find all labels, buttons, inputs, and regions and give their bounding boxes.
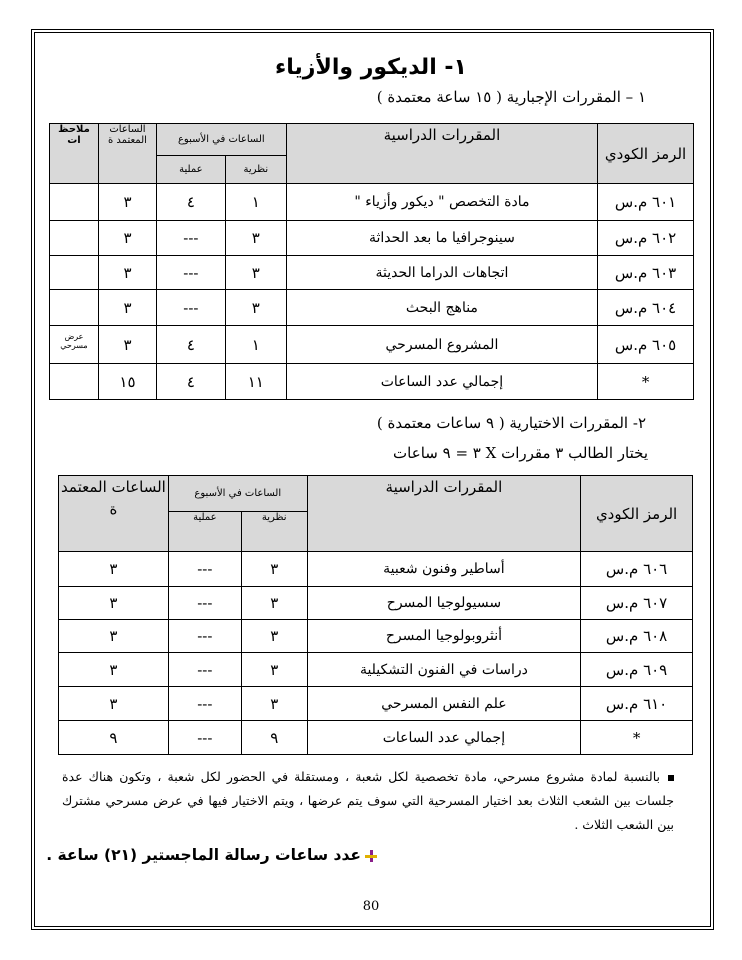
page-number: 80 — [362, 899, 380, 914]
course-code: ٦٠٧ م.س — [581, 587, 693, 620]
credit-hours: ٣ — [99, 256, 157, 290]
course-code: ٦٠٥ م.س — [598, 326, 694, 364]
table-row — [59, 620, 693, 653]
course-code: ٦٠٣ م.س — [598, 256, 694, 290]
header-code: الرمز الكودي — [598, 124, 694, 184]
course-name: سسيولوجيا المسرح — [307, 587, 581, 620]
table-row — [59, 587, 693, 620]
table-row — [50, 326, 694, 364]
header-practical: عملية — [156, 156, 225, 184]
square-bullet-icon — [668, 775, 674, 781]
table-row — [59, 687, 693, 721]
header-code: الرمز الكودي — [581, 476, 693, 552]
credit-hours: ١٥ — [99, 364, 157, 400]
credit-hours: ٣ — [59, 687, 169, 721]
notes-cell — [50, 256, 99, 290]
practical-hours: --- — [156, 256, 225, 290]
mandatory-courses-table — [49, 123, 694, 400]
theory-hours: ٣ — [241, 653, 307, 687]
section2-subheading: يختار الطالب ٣ مقررات X ٣ = ٩ ساعات — [393, 444, 648, 462]
theory-hours: ٣ — [241, 552, 307, 587]
header-credit: الساعات المعتمد ة — [59, 476, 169, 552]
credit-hours: ٣ — [59, 620, 169, 653]
table-row — [59, 653, 693, 687]
credit-hours: ٣ — [99, 184, 157, 221]
theory-hours: ٣ — [225, 256, 286, 290]
practical-hours: --- — [156, 290, 225, 326]
table-row — [50, 221, 694, 256]
credit-hours: ٣ — [59, 552, 169, 587]
course-name: المشروع المسرحي — [286, 326, 597, 364]
credit-hours: ٣ — [99, 221, 157, 256]
theory-hours: ١١ — [225, 364, 286, 400]
table-row — [50, 256, 694, 290]
practical-hours: --- — [168, 587, 241, 620]
credit-hours: ٣ — [59, 587, 169, 620]
thesis-hours — [46, 846, 377, 864]
credit-hours: ٣ — [59, 653, 169, 687]
theory-hours: ٣ — [225, 290, 286, 326]
header-practical: عملية — [168, 512, 241, 552]
practical-hours: --- — [168, 552, 241, 587]
project-note-text: بالنسبة لمادة مشروع مسرحي، مادة تخصصية لكل شعبة ، ومستقلة في الحضور لكل شعبة ، وتكون هناك عدة جلسات بين الشعب الثلاث بعد اختيار المسرحية التي سوف يتم عرضها ، ويتم الاختيار فيها في عرض مسرحي مشترك بين الشعب الثلاث . — [62, 769, 674, 832]
table-row — [50, 184, 694, 221]
theory-hours: ١ — [225, 184, 286, 221]
course-name: دراسات في الفنون التشكيلية — [307, 653, 581, 687]
header-weekly: الساعات في الأسبوع — [156, 124, 286, 156]
theory-hours: ٣ — [241, 620, 307, 653]
theory-hours: ٩ — [241, 721, 307, 755]
theory-hours: ٣ — [241, 587, 307, 620]
header-course: المقررات الدراسية — [286, 124, 597, 184]
course-name: سينوجرافيا ما بعد الحداثة — [286, 221, 597, 256]
notes-cell — [50, 221, 99, 256]
course-code: ٦١٠ م.س — [581, 687, 693, 721]
course-code: ٦٠٤ م.س — [598, 290, 694, 326]
practical-hours: --- — [168, 653, 241, 687]
section2-heading: ٢- المقررات الاختيارية ( ٩ ساعات معتمدة ) — [376, 414, 646, 432]
credit-hours: ٩ — [59, 721, 169, 755]
header-theory: نظرية — [241, 512, 307, 552]
table-row — [59, 721, 693, 755]
project-note — [62, 765, 674, 837]
course-name: مادة التخصص " ديكور وأزياء " — [286, 184, 597, 221]
practical-hours: ٤ — [156, 184, 225, 221]
course-name: إجمالي عدد الساعات — [307, 721, 581, 755]
course-name: أساطير وفنون شعبية — [307, 552, 581, 587]
course-name: مناهج البحث — [286, 290, 597, 326]
header-credit: الساعات المعتمد ة — [99, 124, 157, 184]
course-code: ٦٠٢ م.س — [598, 221, 694, 256]
header-theory: نظرية — [225, 156, 286, 184]
notes-cell — [50, 184, 99, 221]
course-code: ٦٠٩ م.س — [581, 653, 693, 687]
practical-hours: --- — [168, 687, 241, 721]
credit-hours: ٣ — [99, 326, 157, 364]
header-notes: ملاحظ ات — [50, 124, 99, 184]
thesis-hours-text: عدد ساعات رسالة الماجستير (٢١) ساعة . — [46, 846, 361, 864]
table-row — [59, 552, 693, 587]
theory-hours: ١ — [225, 326, 286, 364]
notes-cell — [50, 290, 99, 326]
practical-hours: --- — [168, 721, 241, 755]
header-course: المقررات الدراسية — [307, 476, 581, 552]
course-code: ٦٠١ م.س — [598, 184, 694, 221]
notes-cell — [50, 364, 99, 400]
course-name: أنثروبولوجيا المسرح — [307, 620, 581, 653]
theory-hours: ٣ — [241, 687, 307, 721]
header-weekly: الساعات في الأسبوع — [168, 476, 307, 512]
credit-hours: ٣ — [99, 290, 157, 326]
theory-hours: ٣ — [225, 221, 286, 256]
course-code: ٦٠٦ م.س — [581, 552, 693, 587]
course-code: * — [598, 364, 694, 400]
notes-cell: عرض مسرحي — [50, 326, 99, 364]
table-row — [50, 290, 694, 326]
course-code: ٦٠٨ م.س — [581, 620, 693, 653]
practical-hours: --- — [168, 620, 241, 653]
practical-hours: --- — [156, 221, 225, 256]
course-code: * — [581, 721, 693, 755]
course-name: علم النفس المسرحي — [307, 687, 581, 721]
practical-hours: ٤ — [156, 326, 225, 364]
elective-courses-table — [58, 475, 693, 755]
practical-hours: ٤ — [156, 364, 225, 400]
page-title: ١- الديكور والأزياء — [275, 55, 467, 80]
table-row — [50, 364, 694, 400]
section1-heading: ١ – المقررات الإجبارية ( ١٥ ساعة معتمدة ) — [376, 88, 646, 106]
course-name: إجمالي عدد الساعات — [286, 364, 597, 400]
course-name: اتجاهات الدراما الحديثة — [286, 256, 597, 290]
cross-bullet-icon — [365, 850, 377, 862]
